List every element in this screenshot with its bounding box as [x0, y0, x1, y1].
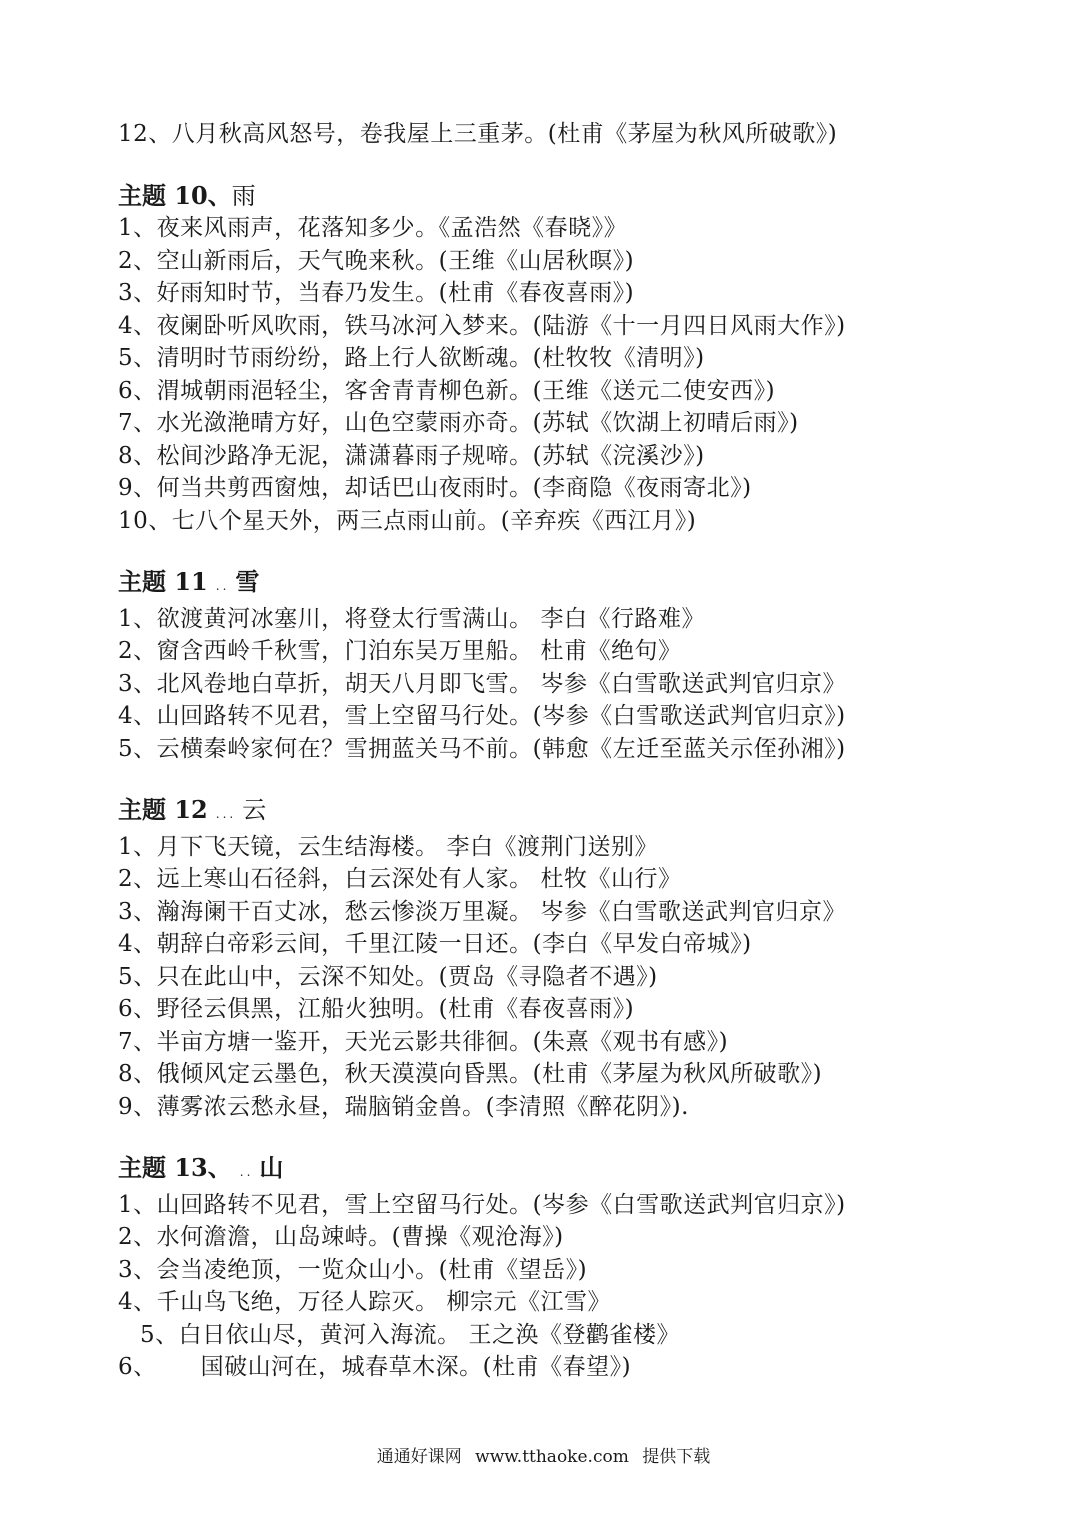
- list-item: 2、远上寒山石径斜，白云深处有人家。 杜牧《山行》: [118, 866, 682, 892]
- list-item: 2、空山新雨后，天气晚来秋。(王维《山居秋暝》): [118, 247, 635, 274]
- list-item: 4、山回路转不见君，雪上空留马行处。(岑参《白雪歌送武判官归京》): [118, 703, 846, 729]
- list-item: 9、何当共剪西窗烛，却话巴山夜雨时。(李商隐《夜雨寄北》): [118, 475, 752, 501]
- section-title-separator: ..: [239, 1165, 254, 1179]
- footer-url: www.tthaoke.com: [475, 1447, 629, 1467]
- section-title-prefix: 主题 10、: [118, 180, 232, 210]
- section-heading-snow: [118, 566, 1018, 603]
- document-content: [118, 118, 1018, 1384]
- list-item: 3、瀚海阑干百丈冰，愁云惨淡万里凝。 岑参《白雪歌送武判官归京》: [118, 898, 846, 925]
- section-title-char: 山: [259, 1153, 284, 1182]
- section-heading-rain: [118, 180, 1018, 213]
- list-item-indented: 5、白日依山尽，黄河入海流。 王之涣《登鹳雀楼》: [140, 1321, 680, 1348]
- section-heading-cloud: [118, 794, 1018, 831]
- section-title-prefix: 主题 12: [118, 795, 208, 824]
- section-title-char: 云: [242, 796, 267, 824]
- section-title-char: 雨: [231, 181, 256, 210]
- footer-suffix: 提供下载: [642, 1447, 711, 1467]
- intro-line: 12、八月秋高风怒号，卷我屋上三重茅。(杜甫《茅屋为秋风所破歌》): [118, 121, 838, 147]
- list-item: 5、清明时节雨纷纷，路上行人欲断魂。(杜牧牧《清明》): [118, 345, 705, 371]
- list-item: 1、欲渡黄河冰塞川，将登太行雪满山。 李白《行路难》: [118, 605, 705, 632]
- list-item: 3、会当凌绝顶，一览众山小。(杜甫《望岳》): [118, 1256, 588, 1283]
- section-title-separator: ...: [215, 807, 237, 821]
- page-footer: [0, 1446, 1087, 1468]
- list-item: 8、俄倾风定云墨色，秋天漠漠向昏黑。(杜甫《茅屋为秋风所破歌》): [118, 1061, 823, 1087]
- list-item: 10、七八个星天外，两三点雨山前。(辛弃疾《西江月》): [118, 507, 697, 534]
- section-title-separator: ..: [215, 579, 230, 593]
- list-item: 5、只在此山中，云深不知处。(贾岛《寻隐者不遇》): [118, 963, 658, 990]
- section-title-prefix: 主题 13、: [118, 1153, 232, 1182]
- list-item: 2、窗含西岭千秋雪，门泊东吴万里船。 杜甫《绝句》: [118, 638, 682, 664]
- list-item: [118, 1351, 1018, 1384]
- list-item: 1、夜来风雨声，花落知多少。《孟浩然《春晓》》: [118, 215, 628, 241]
- list-item: 4、朝辞白帝彩云间，千里江陵一日还。(李白《早发白帝城》): [118, 931, 752, 957]
- section-title-prefix: 主题 11: [118, 567, 208, 596]
- list-item: 8、松间沙路净无泥，潇潇暮雨子规啼。(苏轼《浣溪沙》): [118, 442, 705, 469]
- footer-site-name: 通通好课网: [376, 1447, 462, 1467]
- list-item: 7、水光潋滟晴方好，山色空蒙雨亦奇。(苏轼《饮湖上初晴后雨》): [118, 410, 799, 436]
- list-item: 6、野径云俱黑，江船火独明。(杜甫《春夜喜雨》): [118, 996, 635, 1022]
- section-heading-mountain: [118, 1152, 1018, 1189]
- list-item-text: 国破山河在，城春草木深。(杜甫《春望》): [200, 1354, 632, 1380]
- list-item: 5、云横秦岭家何在？雪拥蓝关马不前。(韩愈《左迁至蓝关示侄孙湘》): [118, 735, 846, 762]
- list-item: 3、北风卷地白草折，胡天八月即飞雪。 岑参《白雪歌送武判官归京》: [118, 670, 846, 697]
- list-item: 2、水何澹澹，山岛竦峙。(曹操《观沧海》): [118, 1224, 564, 1250]
- list-item: 7、半亩方塘一鉴开，天光云影共徘徊。(朱熹《观书有感》): [118, 1028, 729, 1055]
- list-item-number: 6、: [118, 1354, 157, 1380]
- list-item: 4、千山鸟飞绝，万径人踪灭。 柳宗元《江雪》: [118, 1289, 611, 1315]
- list-item: 9、薄雾浓云愁永昼，瑞脑销金兽。(李清照《醉花阴》).: [118, 1093, 689, 1120]
- list-item: 1、月下飞天镜，云生结海楼。 李白《渡荆门送别》: [118, 833, 658, 860]
- list-item: 6、渭城朝雨浥轻尘，客舍青青柳色新。(王维《送元二使安西》): [118, 377, 776, 404]
- list-item: 4、夜阑卧听风吹雨，铁马冰河入梦来。(陆游《十一月四日风雨大作》): [118, 312, 846, 339]
- section-title-char: 雪: [235, 567, 260, 596]
- list-item: 1、山回路转不见君，雪上空留马行处。(岑参《白雪歌送武判官归京》): [118, 1191, 846, 1218]
- list-item: 3、好雨知时节，当春乃发生。(杜甫《春夜喜雨》): [118, 280, 635, 306]
